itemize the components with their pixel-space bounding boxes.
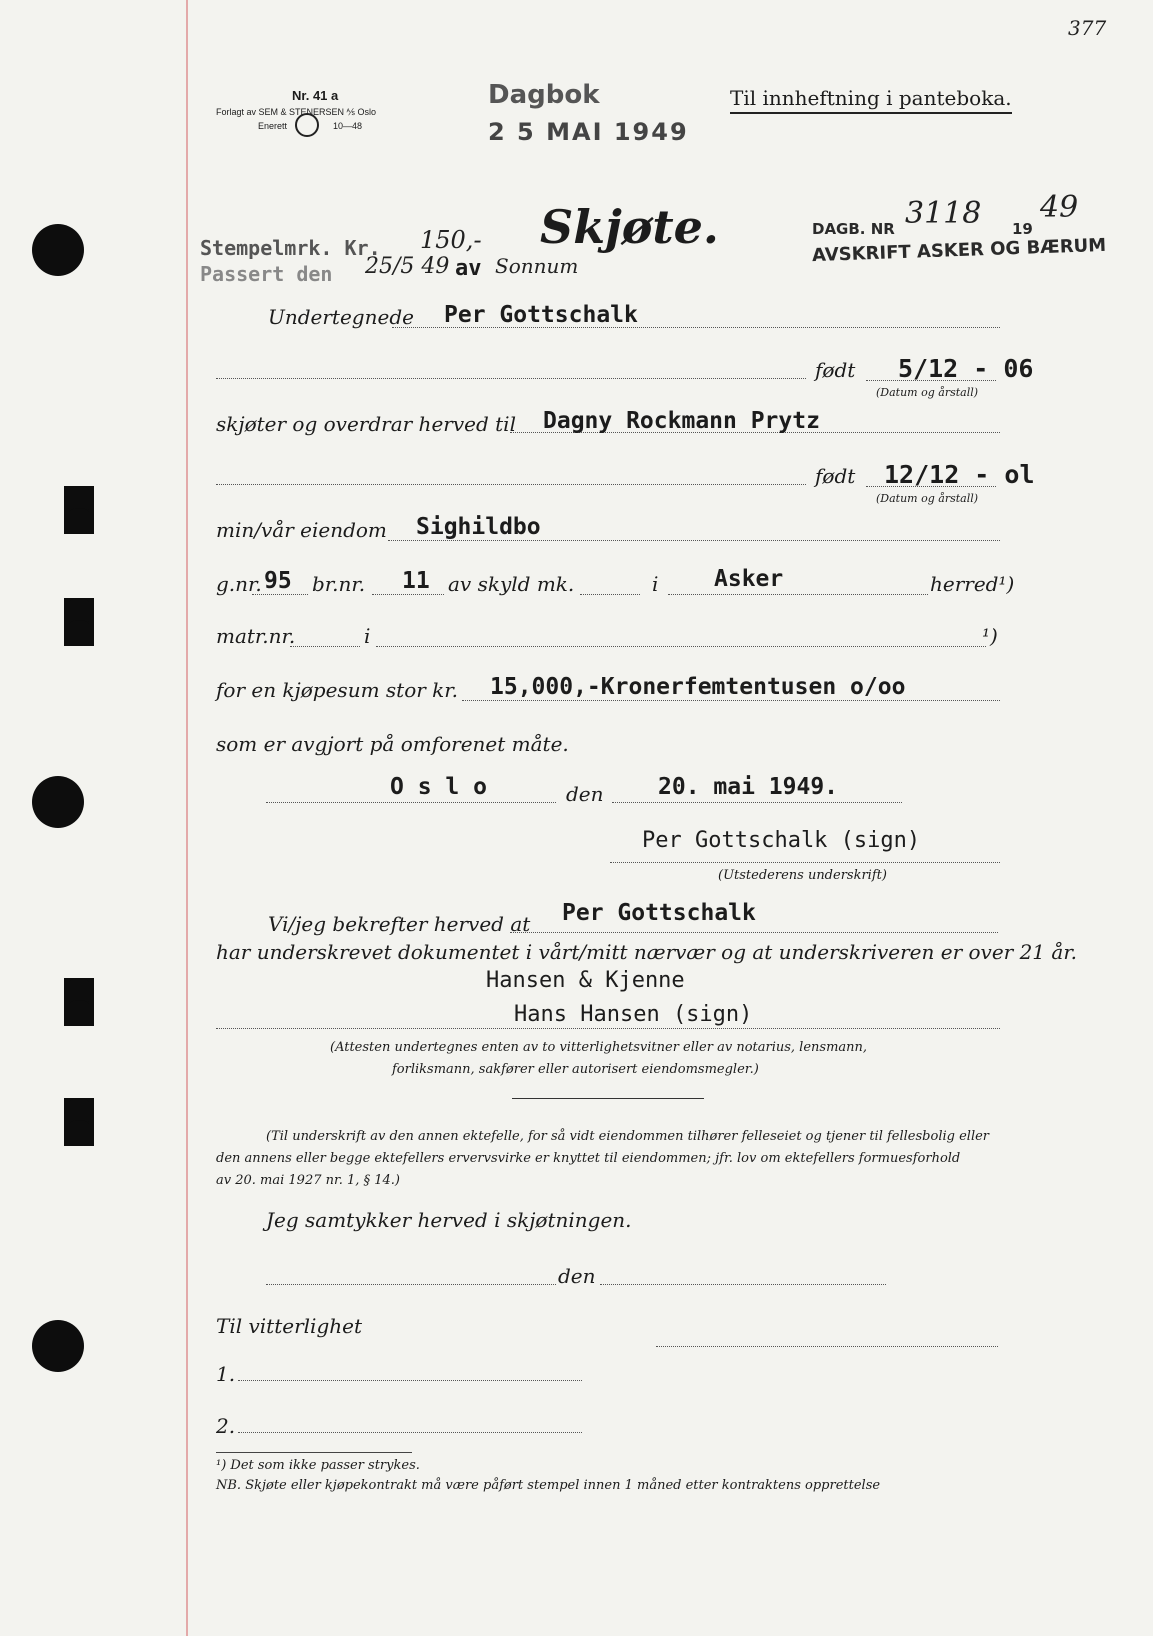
matr-place-line <box>376 646 986 647</box>
passed-by: Sonnum <box>495 254 579 278</box>
buyer-blank-line <box>216 484 806 485</box>
witness-1-line <box>238 1380 582 1381</box>
spouse-note-2: den annens eller begge ektefellers ervervsvirke er knyttet til eiendommen; jfr. lov om ektefellers formuesforhold <box>216 1151 961 1166</box>
gnr-value: 95 <box>264 568 292 594</box>
rights: Enerett <box>258 121 288 131</box>
buyer-name: Dagny Rockmann Prytz <box>543 408 820 434</box>
matr-i-label: i <box>364 624 371 648</box>
price-value: 15,000,-Kronerfemtentusen o/oo <box>490 674 906 700</box>
consent-den-label: den <box>558 1264 596 1288</box>
attest-note-1: (Attesten undertegnes enten av to vitterlighetsvitner eller av notarius, lensmann, <box>330 1040 868 1055</box>
matr-line <box>290 646 360 647</box>
edition: 10—48 <box>333 121 363 131</box>
place: O s l o <box>390 774 487 800</box>
binder-hole <box>32 776 84 828</box>
brnr-value: 11 <box>402 568 430 594</box>
binding-note: Til innheftning i panteboka. <box>730 86 1012 114</box>
buyer-born: 12/12 - ol <box>884 460 1035 489</box>
registration-year-prefix: 19 <box>1012 220 1033 238</box>
consent-signature-line <box>656 1346 998 1347</box>
transfer-label: skjøter og overdrar herved til <box>216 412 516 436</box>
date-den-label: den <box>566 782 604 806</box>
binder-hole <box>64 598 94 646</box>
buyer-fodt-label: født <box>815 464 856 488</box>
stamp-duty-label: Stempelmrk. Kr. <box>200 236 381 260</box>
witness-signature: Hans Hansen (sign) <box>514 1002 753 1027</box>
witness-label: Til vitterlighet <box>216 1314 363 1338</box>
attest-note-2: forliksmann, sakfører eller autorisert eiendomsmegler.) <box>392 1062 759 1077</box>
municipality-i-label: i <box>652 572 659 596</box>
footnote-1: ¹) Det som ikke passer strykes. <box>216 1458 420 1473</box>
undertegnede-label: Undertegnede <box>268 305 414 329</box>
footnote-2: NB. Skjøte eller kjøpekontrakt må være påført stempel innen 1 måned etter kontraktens opprettelse <box>216 1478 881 1493</box>
stamp-duty-amount: 150,- <box>420 226 482 254</box>
matr-suffix: ¹) <box>982 624 998 648</box>
brnr-line <box>372 594 444 595</box>
passed-label: Passert den <box>200 262 333 286</box>
witness-1-label: 1. <box>216 1362 236 1386</box>
confirm-line <box>510 932 998 933</box>
binder-hole <box>64 1098 94 1146</box>
buyer-date-hint: (Datum og årstall) <box>876 492 979 505</box>
date-line <box>612 802 902 803</box>
consent-place-line <box>266 1284 556 1285</box>
skyld-label: av skyld mk. <box>448 572 575 596</box>
binder-hole <box>64 486 94 534</box>
margin-line <box>186 0 188 1636</box>
consent-text: Jeg samtykker herved i skjøtningen. <box>266 1208 632 1232</box>
seller-born: 5/12 - 06 <box>898 354 1034 383</box>
spouse-note-3: av 20. mai 1927 nr. 1, § 14.) <box>216 1173 400 1188</box>
spouse-note-1: (Til underskrift av den annen ektefelle, for så vidt eiendommen tilhører felleseiet og tjener til fellesbolig eller <box>266 1129 990 1144</box>
binder-hole <box>32 224 84 276</box>
witness-2-label: 2. <box>216 1414 236 1438</box>
herred-label: herred¹) <box>930 572 1015 596</box>
dagbok-date: 2 5 MAI 1949 <box>488 118 689 146</box>
confirm-text: har underskrevet dokumentet i vårt/mitt nærvær og at underskriveren er over 21 år. <box>216 940 1078 964</box>
page-number: 377 <box>1068 16 1107 40</box>
seller-signature: Per Gottschalk (sign) <box>642 828 921 853</box>
document-title: Skjøte. <box>540 200 719 254</box>
passed-av-label: av <box>455 256 482 281</box>
gnr-label: g.nr. <box>216 572 262 596</box>
witness-firm: Hansen & Kjenne <box>486 968 685 993</box>
registration-prefix: DAGB. NR <box>812 220 895 238</box>
separator <box>512 1098 704 1099</box>
seller-date-hint: (Datum og årstall) <box>876 386 979 399</box>
witness-line <box>216 1028 1000 1029</box>
witness-2-line <box>238 1432 582 1433</box>
registration-year: 49 <box>1040 190 1079 225</box>
consent-date-line <box>600 1284 886 1285</box>
registration-office: AVSKRIFT ASKER OG BÆRUM <box>811 234 1107 267</box>
binder-hole <box>64 978 94 1026</box>
municipality: Asker <box>714 566 784 592</box>
form-number: Nr. 41 a <box>292 88 339 103</box>
seller-fodt-label: født <box>815 358 856 382</box>
signature-line <box>610 862 1000 863</box>
footnote-rule <box>216 1452 412 1453</box>
publisher-logo <box>295 113 319 137</box>
publisher: Forlagt av SEM & STENERSEN ⅍ Oslo <box>216 107 377 117</box>
place-line <box>266 802 556 803</box>
brnr-label: br.nr. <box>312 572 366 596</box>
property-name: Sighildbo <box>416 514 541 540</box>
skyld-line <box>580 594 640 595</box>
property-line <box>388 540 1000 541</box>
passed-date: 25/5 49 <box>365 254 450 279</box>
binder-hole <box>32 1320 84 1372</box>
sign-date: 20. mai 1949. <box>658 774 839 800</box>
gnr-line <box>252 594 308 595</box>
confirm-label: Vi/jeg bekrefter herved at <box>268 912 531 936</box>
registration-number: 3118 <box>905 196 982 231</box>
municipality-line <box>668 594 928 595</box>
confirm-name: Per Gottschalk <box>562 900 756 926</box>
property-label: min/vår eiendom <box>216 518 387 542</box>
signature-hint: (Utstederens underskrift) <box>718 868 887 883</box>
seller-blank-line <box>216 378 806 379</box>
price-label: for en kjøpesum stor kr. <box>216 678 459 702</box>
seller-name: Per Gottschalk <box>444 302 638 328</box>
agreed-text: som er avgjort på omforenet måte. <box>216 732 569 756</box>
matr-label: matr.nr. <box>216 624 296 648</box>
dagbok-stamp: Dagbok <box>488 80 600 110</box>
price-line <box>462 700 1000 701</box>
